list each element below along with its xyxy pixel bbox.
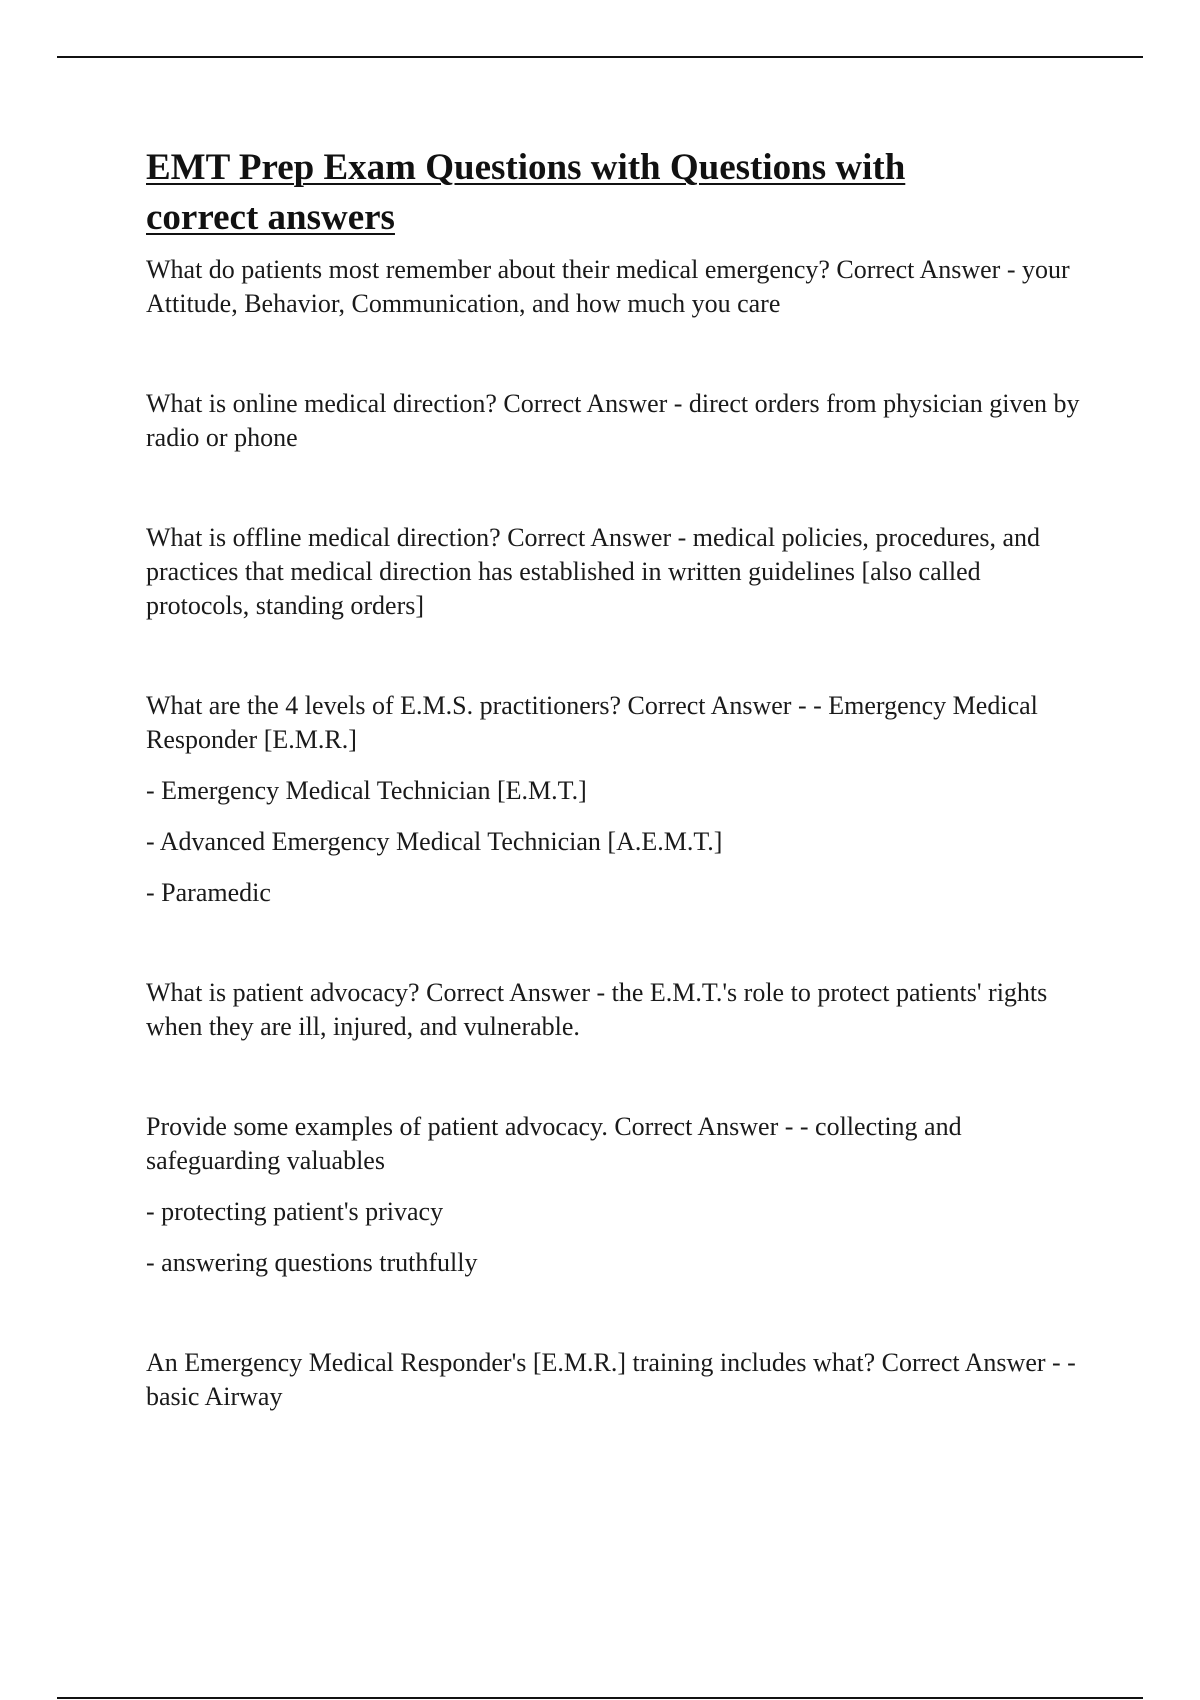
qa-list-item: - Paramedic [146,878,271,907]
qa-text: What is offline medical direction? Correct Answer - medical policies, procedures, and practices that medical direction has established in written guidelines [also called protocols, standing orders] [146,523,1041,620]
title-line-1: EMT Prep Exam Questions with Questions with [146,147,906,188]
qa-text: What are the 4 levels of E.M.S. practitioners? Correct Answer - - Emergency Medical Responder [E.M.R.] [146,691,1038,754]
qa-item [146,253,1086,321]
document-body [146,143,1086,1480]
qa-item [146,387,1086,455]
qa-list-item: - Advanced Emergency Medical Technician [A.E.M.T.] [146,827,723,856]
top-rule [57,56,1143,58]
qa-text: What do patients most remember about their medical emergency? Correct Answer - your Attitude, Behavior, Communication, and how much you care [146,255,1070,318]
qa-text: Provide some examples of patient advocacy. Correct Answer - - collecting and safeguarding valuables [146,1112,962,1175]
qa-list-item: - protecting patient's privacy [146,1197,444,1226]
qa-text: An Emergency Medical Responder's [E.M.R.] training includes what? Correct Answer - - basic Airway [146,1348,1076,1411]
title-line-2: correct answers [146,197,395,238]
qa-list-item: - Emergency Medical Technician [E.M.T.] [146,776,587,805]
document-title [146,143,1086,243]
qa-item [146,1346,1086,1414]
qa-item [146,1110,1086,1280]
bottom-rule [57,1697,1143,1699]
qa-item [146,976,1086,1044]
qa-text: What is patient advocacy? Correct Answer - the E.M.T.'s role to protect patients' rights when they are ill, injured, and vulnerable. [146,978,1048,1041]
qa-list-item: - answering questions truthfully [146,1248,478,1277]
qa-text: What is online medical direction? Correct Answer - direct orders from physician given by radio or phone [146,389,1080,452]
qa-item [146,521,1086,623]
qa-item [146,689,1086,910]
